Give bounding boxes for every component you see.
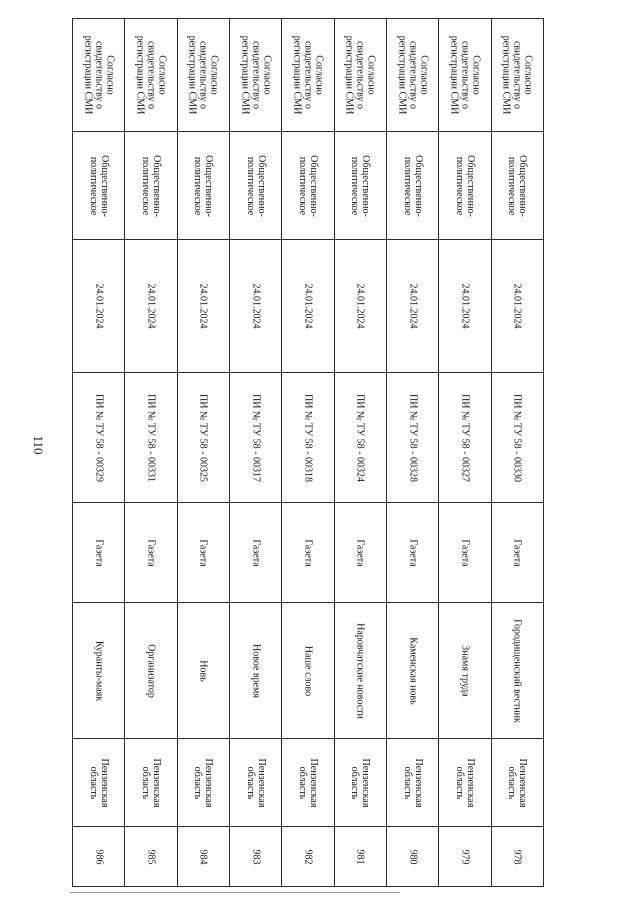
cell-specialization-text xyxy=(297,155,319,217)
cell-distribution-form-text: Газета xyxy=(197,538,209,567)
cell-region-line: область xyxy=(139,766,151,799)
page-number: 110 xyxy=(31,435,46,455)
cell-title-text: Наровчатские новости xyxy=(354,622,366,719)
table-band-reg xyxy=(73,373,544,503)
cell-registration-number xyxy=(439,373,491,503)
cell-date-text: 24.01.2024 xyxy=(407,283,419,329)
table-band-basis xyxy=(73,19,544,132)
cell-basis-line: Согласно xyxy=(418,55,430,95)
cell-basis-text xyxy=(501,36,534,115)
cell-region-line: область xyxy=(401,766,413,799)
cell-basis-line: свидетельству о xyxy=(354,40,366,110)
cell-title xyxy=(229,603,281,739)
bottom-rule xyxy=(70,892,400,893)
cell-specialization-line: политическое xyxy=(87,156,99,215)
cell-specialization-line: Общественно- xyxy=(255,154,267,217)
cell-basis-line: Согласно xyxy=(208,55,220,95)
cell-region-line: область xyxy=(349,766,361,799)
cell-basis-text xyxy=(291,36,324,115)
cell-specialization-line: политическое xyxy=(506,156,518,215)
cell-basis-line: свидетельству о xyxy=(511,40,523,110)
cell-registration-number-text: ПИ № ТУ 58 - 00318 xyxy=(302,393,314,482)
cell-date-text: 24.01.2024 xyxy=(302,283,314,329)
cell-registration-number xyxy=(386,373,438,503)
cell-specialization-line: Общественно- xyxy=(307,154,319,217)
cell-title-text: Каменская новь xyxy=(407,636,419,705)
cell-region-text xyxy=(402,758,424,807)
cell-region-text xyxy=(506,758,528,807)
cell-registration-number-text: ПИ № ТУ 58 - 00327 xyxy=(459,393,471,482)
cell-specialization-line: политическое xyxy=(453,156,465,215)
cell-distribution-form xyxy=(73,503,125,603)
cell-region-line: область xyxy=(296,766,308,799)
cell-distribution-form-text: Газета xyxy=(459,538,471,567)
cell-row-number-text: 985 xyxy=(145,849,157,864)
cell-distribution-form xyxy=(177,503,229,603)
cell-registration-number xyxy=(229,373,281,503)
cell-title xyxy=(177,603,229,739)
cell-row-number xyxy=(73,827,125,887)
cell-region xyxy=(125,739,177,827)
cell-specialization-line: политическое xyxy=(401,156,413,215)
cell-row-number-text: 978 xyxy=(511,849,523,864)
cell-row-number-text: 984 xyxy=(197,849,209,864)
cell-title xyxy=(282,603,334,739)
cell-row-number xyxy=(125,827,177,887)
cell-basis-line: регистрации СМИ xyxy=(82,35,94,115)
cell-distribution-form-text: Газета xyxy=(302,538,314,567)
cell-date-text: 24.01.2024 xyxy=(511,283,523,329)
table-band-form xyxy=(73,503,544,603)
cell-registration-number xyxy=(282,373,334,503)
cell-region xyxy=(73,739,125,827)
cell-region-line: Пензенская xyxy=(464,758,476,807)
cell-date xyxy=(229,240,281,373)
cell-region-text xyxy=(297,758,319,807)
cell-basis xyxy=(229,19,281,132)
cell-specialization xyxy=(229,132,281,240)
cell-title-text: Новь xyxy=(197,659,209,682)
cell-basis-line: свидетельству о xyxy=(197,40,209,110)
cell-date xyxy=(282,240,334,373)
cell-row-number xyxy=(229,827,281,887)
cell-title xyxy=(73,603,125,739)
cell-basis-line: Согласно xyxy=(522,55,534,95)
cell-specialization-text xyxy=(454,155,476,217)
cell-basis-line: Согласно xyxy=(470,55,482,95)
cell-region xyxy=(386,739,438,827)
cell-registration-number xyxy=(491,373,543,503)
cell-specialization-line: политическое xyxy=(244,156,256,215)
cell-specialization-text xyxy=(88,155,110,217)
cell-date xyxy=(334,240,386,373)
cell-region-line: Пензенская xyxy=(412,758,424,807)
cell-basis-text xyxy=(187,36,220,115)
cell-specialization xyxy=(73,132,125,240)
cell-basis-text xyxy=(82,36,115,115)
cell-date xyxy=(73,240,125,373)
cell-date-text: 24.01.2024 xyxy=(197,283,209,329)
cell-specialization-line: Общественно- xyxy=(517,154,529,217)
cell-specialization-line: политическое xyxy=(139,156,151,215)
cell-specialization-text xyxy=(349,155,371,217)
cell-registration-number-text: ПИ № ТУ 58 - 00324 xyxy=(354,393,366,482)
cell-row-number xyxy=(439,827,491,887)
cell-basis-line: регистрации СМИ xyxy=(343,35,355,115)
cell-basis-line: свидетельству о xyxy=(459,40,471,110)
cell-region-line: область xyxy=(87,766,99,799)
cell-title xyxy=(334,603,386,739)
cell-registration-number-text: ПИ № ТУ 58 - 00325 xyxy=(197,393,209,482)
cell-basis-text xyxy=(396,36,429,115)
table-band-region xyxy=(73,739,544,827)
cell-row-number xyxy=(386,827,438,887)
cell-region xyxy=(282,739,334,827)
cell-registration-number-text: ПИ № ТУ 58 - 00329 xyxy=(93,393,105,482)
cell-basis xyxy=(386,19,438,132)
cell-region xyxy=(177,739,229,827)
cell-basis xyxy=(125,19,177,132)
cell-specialization-text xyxy=(402,155,424,217)
cell-basis-line: Согласно xyxy=(104,55,116,95)
cell-title-text: Куранты-маяк xyxy=(93,640,105,701)
cell-title xyxy=(439,603,491,739)
cell-title xyxy=(125,603,177,739)
cell-row-number-text: 982 xyxy=(302,849,314,864)
cell-date xyxy=(386,240,438,373)
cell-region-text xyxy=(454,758,476,807)
cell-specialization-text xyxy=(140,155,162,217)
cell-basis-line: Согласно xyxy=(313,55,325,95)
cell-region-line: область xyxy=(192,766,204,799)
table-band-date xyxy=(73,240,544,373)
cell-specialization-line: Общественно- xyxy=(412,154,424,217)
cell-region-line: область xyxy=(506,766,518,799)
cell-specialization-line: политическое xyxy=(296,156,308,215)
cell-row-number xyxy=(334,827,386,887)
cell-distribution-form xyxy=(334,503,386,603)
cell-region-line: Пензенская xyxy=(150,758,162,807)
cell-date xyxy=(491,240,543,373)
cell-region xyxy=(334,739,386,827)
cell-basis-line: регистрации СМИ xyxy=(186,35,198,115)
cell-basis-line: свидетельству о xyxy=(93,40,105,110)
cell-distribution-form xyxy=(491,503,543,603)
cell-basis-line: регистрации СМИ xyxy=(134,35,146,115)
cell-basis xyxy=(491,19,543,132)
cell-distribution-form-text: Газета xyxy=(250,538,262,567)
cell-basis xyxy=(73,19,125,132)
cell-region-line: Пензенская xyxy=(98,758,110,807)
cell-date xyxy=(125,240,177,373)
cell-basis-line: свидетельству о xyxy=(250,40,262,110)
cell-basis-line: регистрации СМИ xyxy=(396,35,408,115)
cell-specialization-line: политическое xyxy=(349,156,361,215)
cell-title xyxy=(386,603,438,739)
cell-specialization-line: Общественно- xyxy=(203,154,215,217)
cell-specialization-line: Общественно- xyxy=(98,154,110,217)
cell-date-text: 24.01.2024 xyxy=(93,283,105,329)
cell-basis-line: регистрации СМИ xyxy=(239,35,251,115)
cell-basis-text xyxy=(239,36,272,115)
table-band-title xyxy=(73,603,544,739)
cell-registration-number-text: ПИ № ТУ 58 - 00330 xyxy=(511,393,523,482)
cell-region-text xyxy=(349,758,371,807)
cell-basis-line: регистрации СМИ xyxy=(500,35,512,115)
cell-date-text: 24.01.2024 xyxy=(459,283,471,329)
cell-specialization xyxy=(177,132,229,240)
cell-region xyxy=(229,739,281,827)
cell-registration-number-text: ПИ № ТУ 58 - 00331 xyxy=(145,393,157,482)
cell-basis-line: Согласно xyxy=(261,55,273,95)
cell-basis xyxy=(282,19,334,132)
cell-row-number xyxy=(177,827,229,887)
cell-date xyxy=(177,240,229,373)
cell-specialization-text xyxy=(506,155,528,217)
cell-title-text: Городищенский вестник xyxy=(511,618,523,723)
cell-row-number-text: 983 xyxy=(250,849,262,864)
cell-distribution-form xyxy=(386,503,438,603)
cell-specialization xyxy=(491,132,543,240)
cell-title-text: Знамя труда xyxy=(459,644,471,697)
cell-specialization xyxy=(386,132,438,240)
cell-specialization xyxy=(282,132,334,240)
cell-specialization-line: Общественно- xyxy=(360,154,372,217)
cell-region-text xyxy=(192,758,214,807)
cell-region xyxy=(491,739,543,827)
cell-region-text xyxy=(245,758,267,807)
cell-basis-text xyxy=(134,36,167,115)
cell-distribution-form-text: Газета xyxy=(145,538,157,567)
cell-registration-number xyxy=(73,373,125,503)
cell-row-number xyxy=(491,827,543,887)
cell-basis xyxy=(177,19,229,132)
cell-basis-line: свидетельству о xyxy=(407,40,419,110)
cell-registration-number-text: ПИ № ТУ 58 - 00328 xyxy=(407,393,419,482)
cell-distribution-form-text: Газета xyxy=(93,538,105,567)
cell-basis-text xyxy=(344,36,377,115)
cell-row-number-text: 986 xyxy=(93,849,105,864)
cell-region-line: Пензенская xyxy=(517,758,529,807)
cell-date xyxy=(439,240,491,373)
table-band-spec xyxy=(73,132,544,240)
cell-region-line: Пензенская xyxy=(360,758,372,807)
registry-table xyxy=(72,18,544,887)
cell-title-text: Наше слово xyxy=(302,645,314,696)
cell-distribution-form xyxy=(229,503,281,603)
cell-date-text: 24.01.2024 xyxy=(250,283,262,329)
cell-region-line: область xyxy=(453,766,465,799)
cell-distribution-form xyxy=(439,503,491,603)
cell-basis-line: свидетельству о xyxy=(302,40,314,110)
cell-title xyxy=(491,603,543,739)
cell-registration-number xyxy=(334,373,386,503)
cell-date-text: 24.01.2024 xyxy=(145,283,157,329)
cell-basis-line: регистрации СМИ xyxy=(448,35,460,115)
cell-region-line: Пензенская xyxy=(255,758,267,807)
cell-specialization-line: политическое xyxy=(192,156,204,215)
cell-specialization-text xyxy=(192,155,214,217)
cell-basis-text xyxy=(448,36,481,115)
table-band-num xyxy=(73,827,544,887)
cell-row-number-text: 981 xyxy=(354,849,366,864)
cell-region xyxy=(439,739,491,827)
cell-registration-number xyxy=(125,373,177,503)
cell-distribution-form-text: Газета xyxy=(407,538,419,567)
cell-registration-number xyxy=(177,373,229,503)
cell-region-line: Пензенская xyxy=(203,758,215,807)
cell-basis-line: Согласно xyxy=(365,55,377,95)
cell-basis-line: Согласно xyxy=(156,55,168,95)
cell-distribution-form xyxy=(125,503,177,603)
cell-specialization xyxy=(334,132,386,240)
cell-region-line: Пензенская xyxy=(307,758,319,807)
cell-row-number-text: 980 xyxy=(407,849,419,864)
cell-row-number xyxy=(282,827,334,887)
cell-specialization xyxy=(125,132,177,240)
cell-specialization-line: Общественно- xyxy=(150,154,162,217)
cell-basis-line: регистрации СМИ xyxy=(291,35,303,115)
cell-distribution-form xyxy=(282,503,334,603)
cell-distribution-form-text: Газета xyxy=(511,538,523,567)
cell-title-text: Организатор xyxy=(145,643,157,698)
cell-distribution-form-text: Газета xyxy=(354,538,366,567)
cell-region-text xyxy=(88,758,110,807)
cell-specialization-text xyxy=(245,155,267,217)
cell-title-text: Новое время xyxy=(250,643,262,698)
cell-region-line: область xyxy=(244,766,256,799)
cell-basis xyxy=(439,19,491,132)
cell-registration-number-text: ПИ № ТУ 58 - 00317 xyxy=(250,393,262,482)
cell-date-text: 24.01.2024 xyxy=(354,283,366,329)
cell-specialization-line: Общественно- xyxy=(464,154,476,217)
cell-row-number-text: 979 xyxy=(459,849,471,864)
cell-region-text xyxy=(140,758,162,807)
cell-basis-line: свидетельству о xyxy=(145,40,157,110)
cell-basis xyxy=(334,19,386,132)
cell-specialization xyxy=(439,132,491,240)
